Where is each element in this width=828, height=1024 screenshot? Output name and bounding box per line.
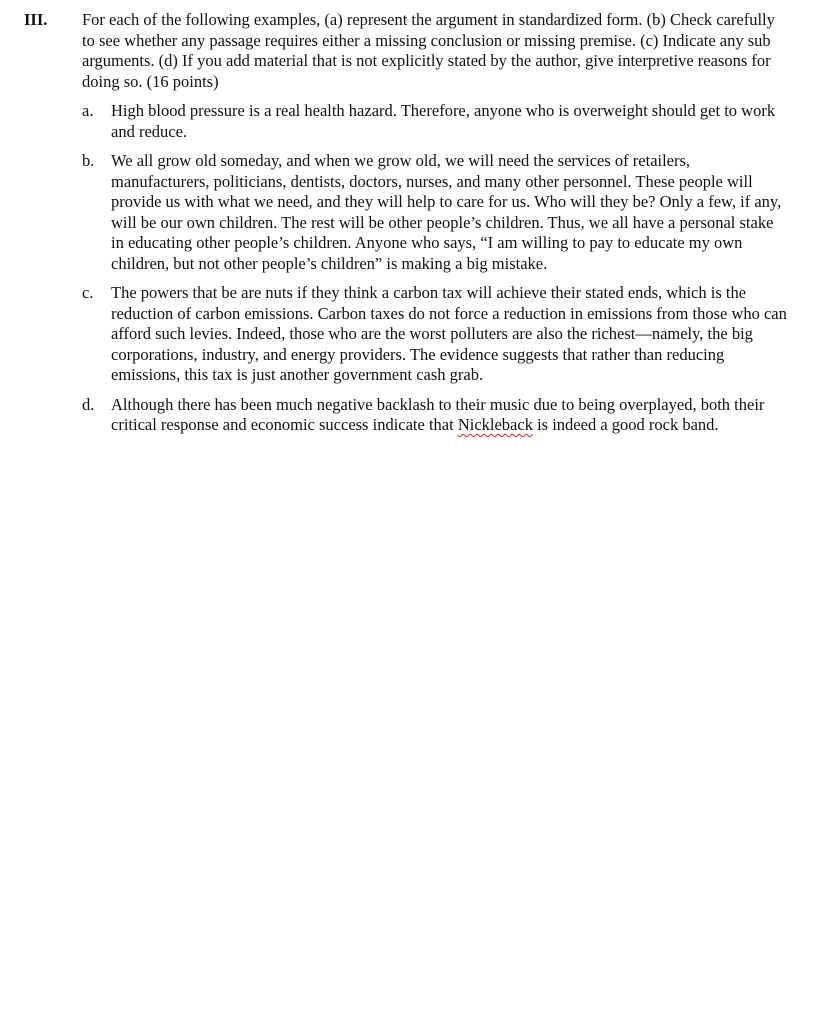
example-list [82, 101, 792, 445]
item-text: High blood pressure is a real health hazard. Therefore, anyone who is overweight should get to work and reduce. [111, 101, 776, 141]
item-text: The powers that be are nuts if they think a carbon tax will achieve their stated ends, which is the reduction of carbon emissions. Carbon taxes do not force a reduction in emissions from those who can afford such levies. Indeed, those who are the worst polluters are also the richest—namely, the big corporations, industry, and energy providers. The evidence suggests that rather than reducing emissions, this tax is just another government cash grab. [111, 283, 787, 384]
list-item-c [82, 283, 792, 386]
item-text: We all grow old someday, and when we grow old, we will need the services of retailers, manufacturers, politicians, dentists, doctors, nurses, and many other personnel. These people will provide us with what we need, and they will help to care for us. Who will they be? Only a few, if any, will be our own children. The rest will be other people’s children. Thus, we all have a personal stake in educating other people’s children. Anyone who says, “I am willing to pay to educate my own children, but not other people’s children” is making a big mistake. [111, 151, 782, 273]
list-item-b [82, 151, 792, 274]
item-text [111, 395, 787, 436]
list-item-d [82, 395, 792, 436]
item-marker: d. [82, 394, 95, 414]
item-text-before: Although there has been much negative backlash to their music due to being overplayed, both their critical response and economic success indicate that [111, 394, 765, 434]
list-item-a [82, 101, 792, 142]
item-text-after: is indeed a good rock band. [532, 415, 719, 434]
item-marker: a. [82, 101, 94, 120]
section-instructions: For each of the following examples, (a) represent the argument in standardized form. (b) Check carefully to see whether any passage requires either a missing conclusion or missing premise. (c) Indicate any sub arguments. (d) If you add material that is not explicitly stated by the author, give interpretive reasons for doing so. (16 points) [82, 10, 775, 91]
section-number: III. [24, 10, 48, 29]
item-marker: c. [82, 283, 94, 302]
spellcheck-flagged-word[interactable]: Nickleback [457, 415, 533, 434]
item-marker: b. [82, 151, 95, 170]
